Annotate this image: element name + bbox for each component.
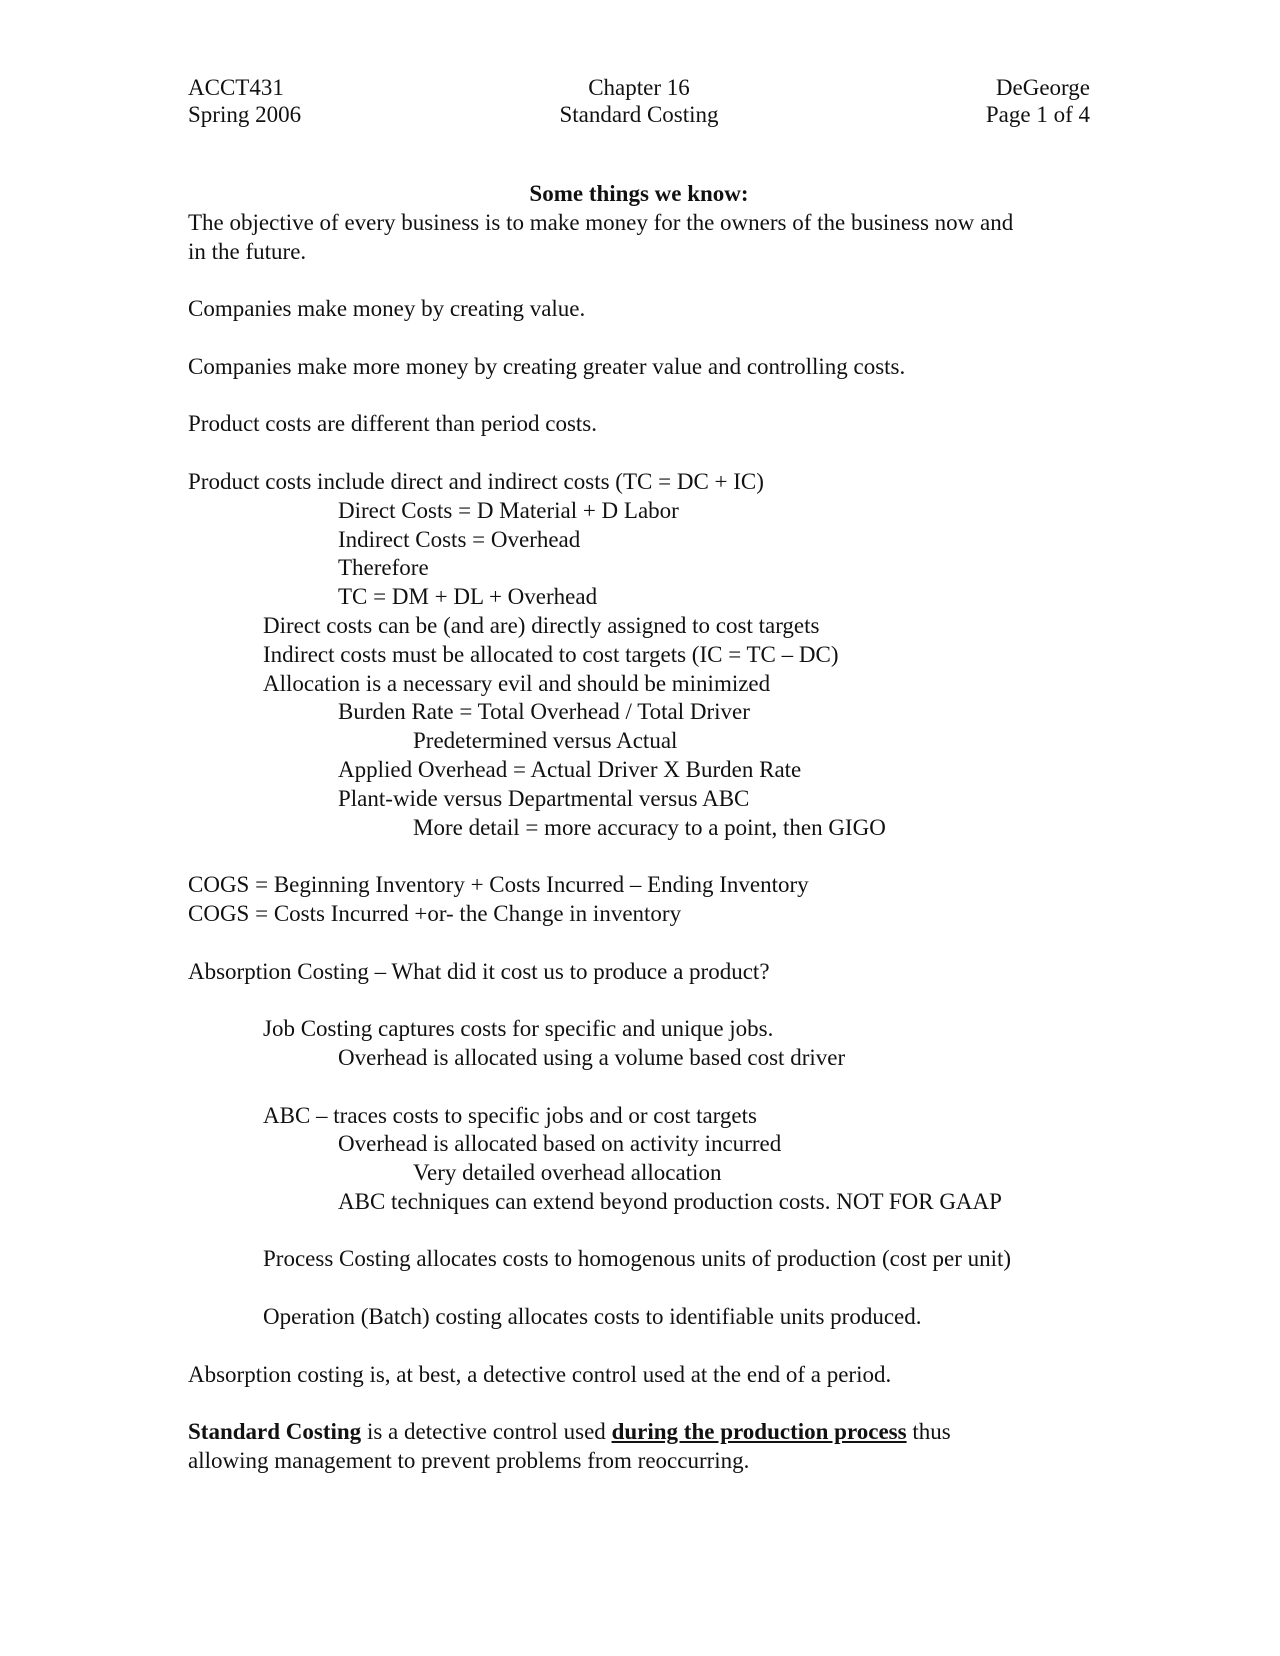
outline-item: ABC techniques can extend beyond production costs. NOT FOR GAAP (338, 1188, 1002, 1214)
paragraph: Product costs are different than period costs. (188, 411, 597, 437)
cogs-formula: COGS = Costs Incurred +or- the Change in inventory (188, 900, 682, 926)
outline-item: Indirect Costs = Overhead (338, 526, 581, 552)
paragraph: in the future. (188, 238, 307, 264)
paragraph: allowing management to prevent problems from reoccurring. (188, 1448, 750, 1474)
outline-item: ABC – traces costs to specific jobs and or cost targets (263, 1102, 757, 1128)
chapter: Chapter 16 (588, 75, 690, 100)
outline-item: Indirect costs must be allocated to cost targets (IC = TC – DC) (263, 641, 839, 667)
header-center (188, 74, 1090, 128)
term: Spring 2006 (188, 102, 302, 127)
course-code: ACCT431 (188, 75, 284, 100)
outline-item: Applied Overhead = Actual Driver X Burden Rate (338, 756, 802, 782)
outline-item: Process Costing allocates costs to homogenous units of production (cost per unit) (263, 1246, 1012, 1272)
paragraph: Companies make more money by creating greater value and controlling costs. (188, 353, 906, 379)
product-costs-intro: Product costs include direct and indirect costs (TC = DC + IC) (188, 468, 764, 494)
standard-costing-paragraph (188, 1418, 1108, 1447)
emphasis-underline: during the production process (611, 1419, 907, 1445)
outline-item: Job Costing captures costs for specific and unique jobs. (263, 1016, 774, 1042)
author: DeGeorge (995, 75, 1090, 100)
paragraph: Companies make money by creating value. (188, 296, 586, 322)
outline-item: Very detailed overhead allocation (413, 1160, 722, 1186)
outline-item: TC = DM + DL + Overhead (338, 584, 598, 610)
outline-item: Overhead is allocated based on activity incurred (338, 1131, 782, 1157)
standard-costing-term: Standard Costing (188, 1419, 362, 1445)
page-header (188, 74, 1090, 134)
header-right (986, 74, 1090, 128)
outline-item: Operation (Batch) costing allocates costs to identifiable units produced. (263, 1304, 922, 1330)
outline-item: Direct costs can be (and are) directly assigned to cost targets (263, 612, 820, 638)
document-body (188, 180, 1108, 1476)
paragraph: Absorption costing is, at best, a detective control used at the end of a period. (188, 1361, 892, 1387)
outline-item: Allocation is a necessary evil and should be minimized (263, 670, 771, 696)
outline-item: More detail = more accuracy to a point, then GIGO (413, 814, 886, 840)
outline-item: Predetermined versus Actual (413, 728, 678, 754)
outline-item: Therefore (338, 555, 429, 581)
page-number: Page 1 of 4 (985, 102, 1090, 127)
absorption-title: Absorption Costing – What did it cost us to produce a product? (188, 958, 770, 984)
outline-item: Overhead is allocated using a volume based cost driver (338, 1044, 846, 1070)
chapter-title: Standard Costing (559, 102, 719, 127)
outline-item: Plant-wide versus Departmental versus ABC (338, 785, 750, 811)
paragraph: The objective of every business is to make money for the owners of the business now and (188, 209, 1014, 235)
cogs-formula: COGS = Beginning Inventory + Costs Incurred – Ending Inventory (188, 872, 809, 898)
outline-item: Direct Costs = D Material + D Labor (338, 497, 679, 523)
section-heading: Some things we know: (529, 181, 749, 206)
text-span: thus (906, 1419, 951, 1445)
text-span: is a detective control used (361, 1419, 612, 1445)
outline-item: Burden Rate = Total Overhead / Total Driver (338, 699, 750, 725)
